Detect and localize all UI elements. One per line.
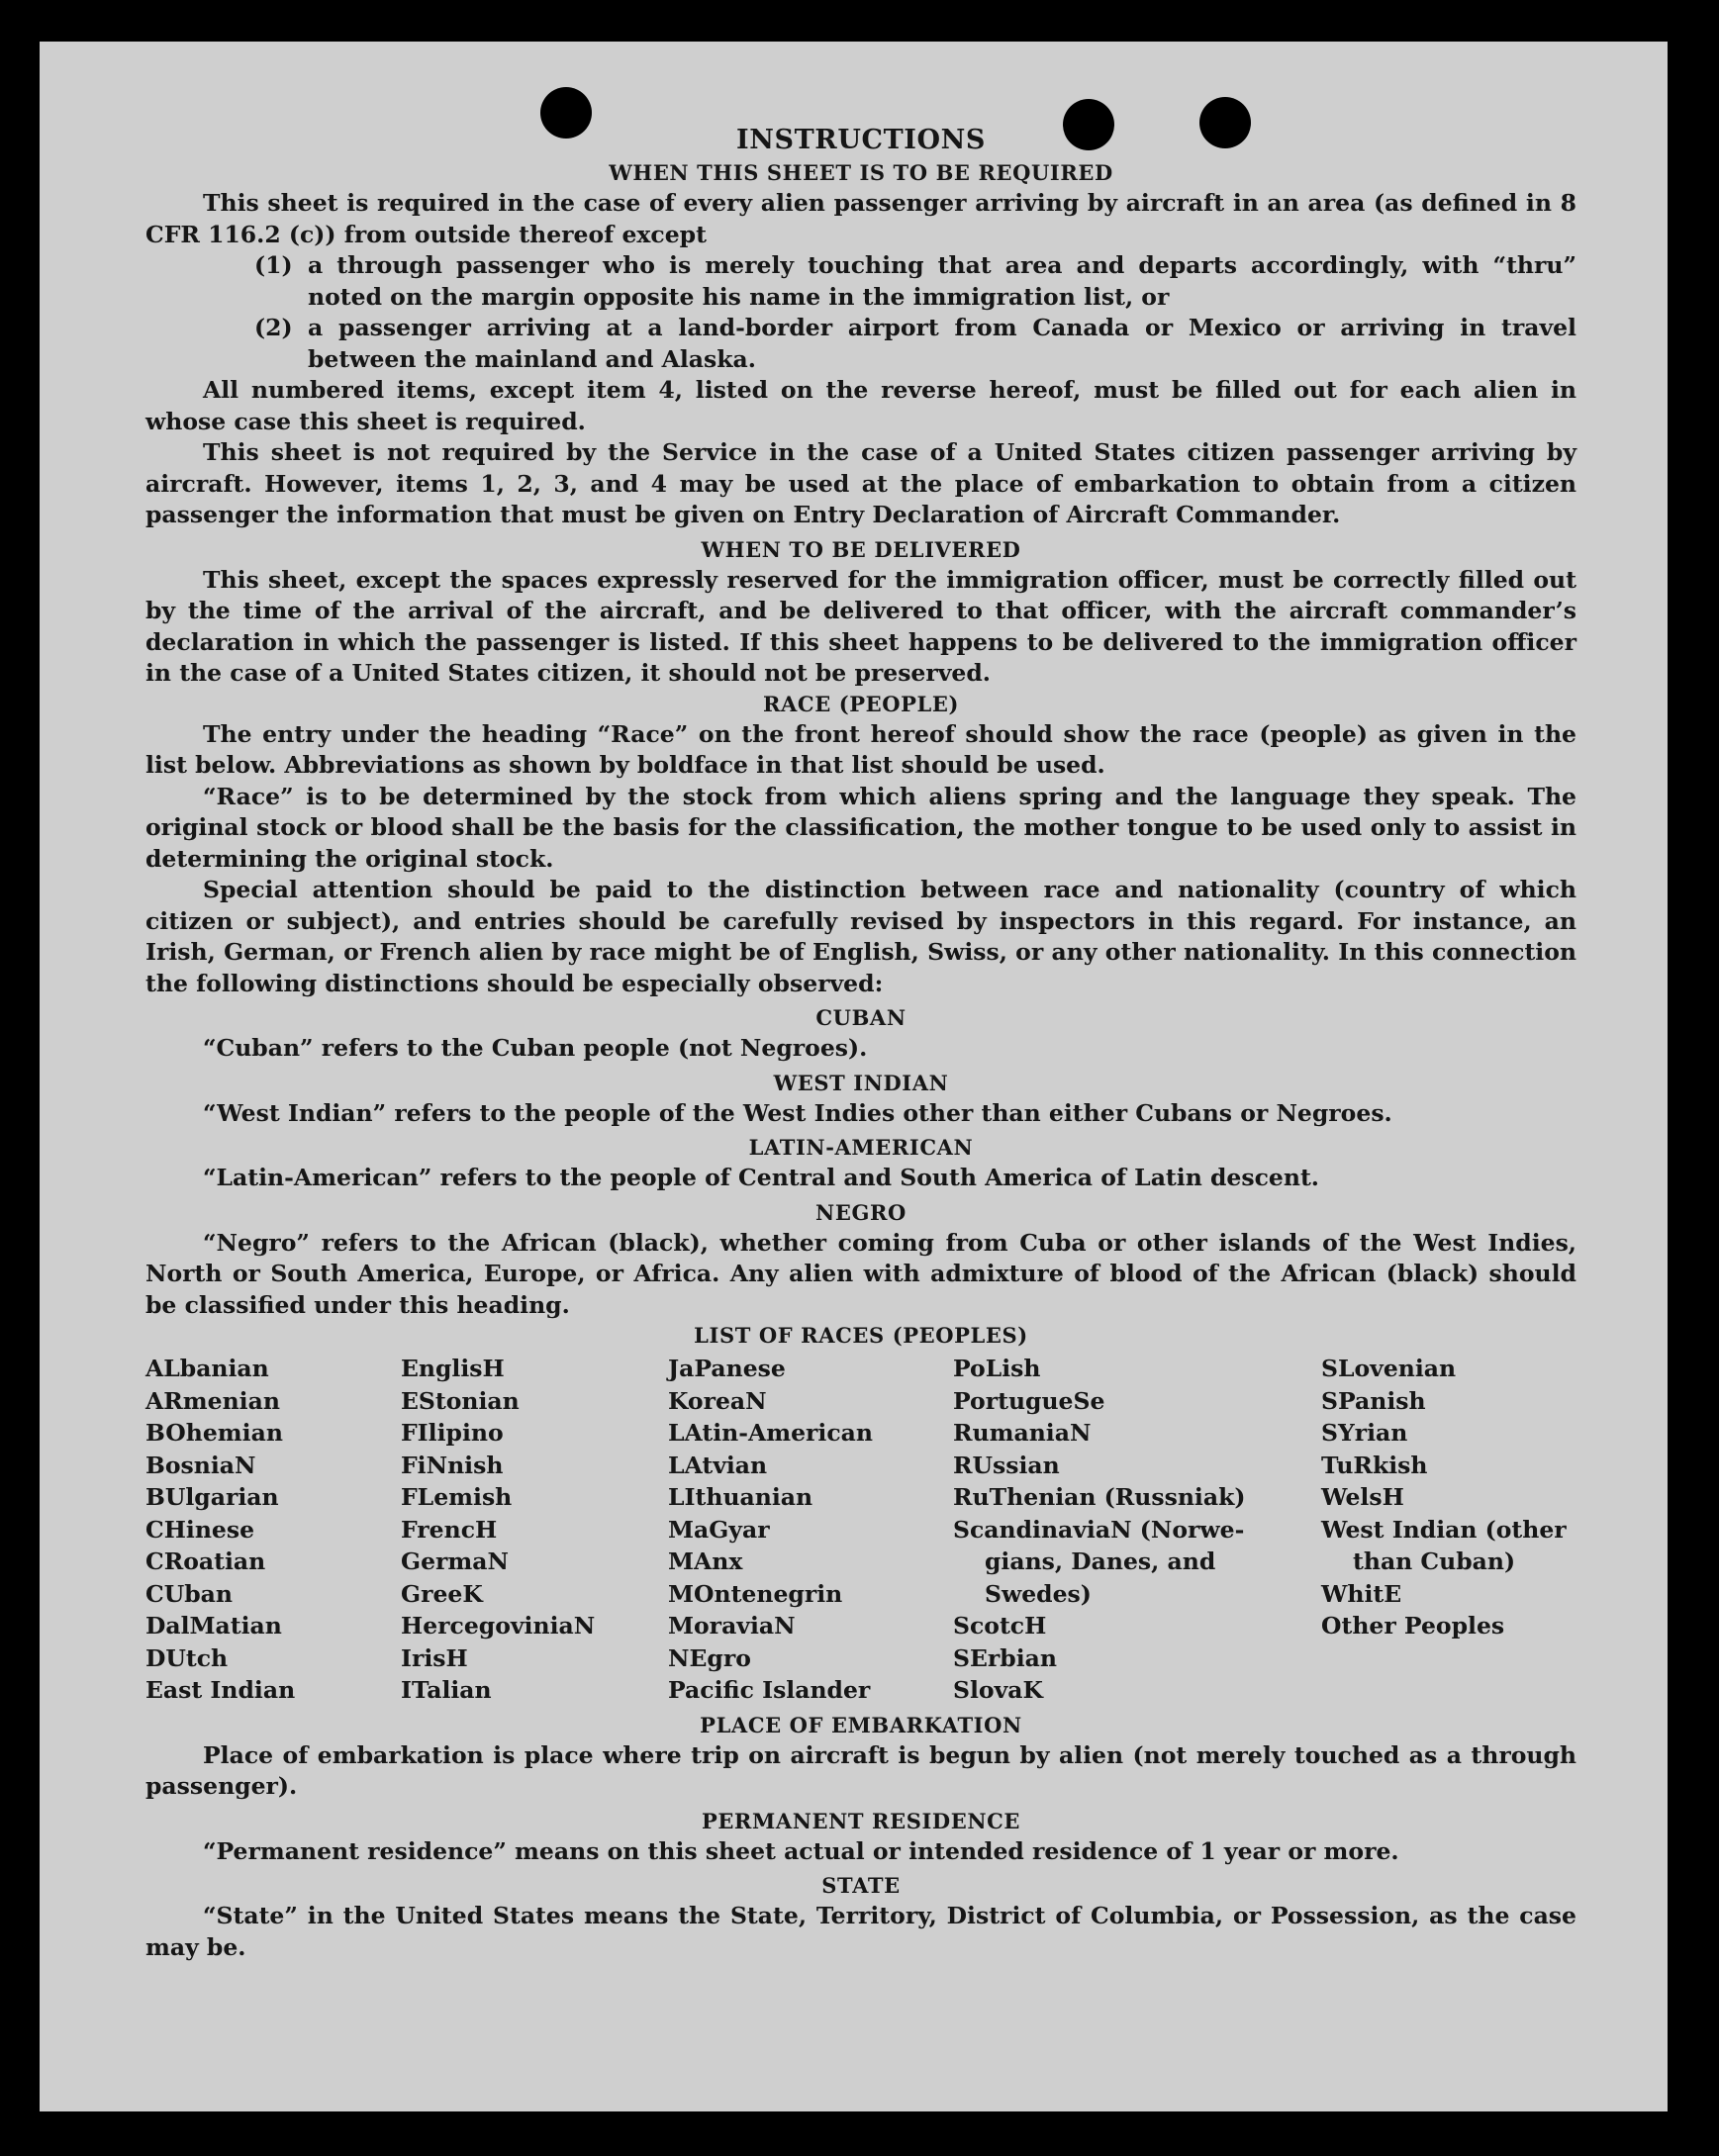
race-entry: WelsH — [1321, 1483, 1404, 1511]
races-list — [145, 1353, 1576, 1707]
race-entry: ScandinaviaN (Norwe- — [953, 1515, 1245, 1544]
when-delivered-heading: WHEN TO BE DELIVERED — [701, 536, 1021, 562]
races-column — [1321, 1353, 1576, 1707]
race-heading: RACE (PEOPLE) — [762, 691, 960, 716]
race-entry: East Indian — [145, 1676, 296, 1704]
race-entry: KoreaN — [668, 1386, 767, 1415]
when-delivered-text: This sheet, except the spaces expressly reserved for the immigration officer, must be correctly filled out by the time of the arrival of the aircraft, and be delivered to that officer, with the aircraft commander’s declaration in which the passenger is listed. If this sheet happens to be delivered to the immigration officer in the case of a United States citizen, it should not be preserved. — [145, 565, 1576, 687]
race-entry: GreeK — [401, 1579, 483, 1608]
exception-item — [254, 313, 1576, 375]
race-entry: ALbanian — [145, 1355, 269, 1382]
race-entry: BOhemian — [145, 1419, 283, 1447]
citizen-note: This sheet is not required by the Service in the case of a United States citizen passenger arriving by aircraft. However, items 1, 2, 3, and 4 may be used at the place of embarkation to obtain from a citizen passenger the information that must be given on Entry Declaration of Aircraft Commander. — [145, 438, 1576, 528]
race-entry: CRoatian — [145, 1547, 266, 1575]
race-entry: HercegoviniaN — [401, 1612, 596, 1640]
permanent-residence-heading: PERMANENT RESIDENCE — [701, 1808, 1021, 1833]
exception-text: a through passenger who is merely touching that area and departs accordingly, with “thru” noted on the margin opposite his name in the immigration list, or — [308, 251, 1576, 311]
race-entry: FiNnish — [401, 1451, 504, 1479]
race-entry: NEgro — [668, 1643, 751, 1672]
exception-text: a passenger arriving at a land-border airport from Canada or Mexico or arriving in travel between the mainland and Alaska. — [308, 314, 1576, 373]
race-entry: PoLish — [953, 1355, 1041, 1382]
race-entry: JaPanese — [668, 1355, 786, 1382]
numbered-items-note: All numbered items, except item 4, listed on the reverse hereof, must be filled out for each alien in whose case this sheet is required. — [145, 376, 1576, 435]
place-of-embarkation-heading: PLACE OF EMBARKATION — [700, 1712, 1022, 1737]
races-column — [668, 1353, 953, 1707]
race-entry: SPanish — [1321, 1386, 1426, 1415]
race-entry: CUban — [145, 1579, 233, 1608]
when-required-intro: This sheet is required in the case of every alien passenger arriving by aircraft in an area (as defined in 8 CFR 116.2 (c)) from outside thereof except — [145, 189, 1576, 248]
race-entry: RumaniaN — [953, 1419, 1092, 1447]
state-text: “State” in the United States means the State, Territory, District of Columbia, or Possession, as the case may be. — [145, 1902, 1576, 1961]
races-column — [953, 1353, 1321, 1707]
race-entry: SYrian — [1321, 1419, 1408, 1447]
definition-text: “West Indian” refers to the people of the West Indies other than either Cubans or Negroes. — [203, 1098, 1392, 1127]
race-entry: BosniaN — [145, 1451, 256, 1479]
race-entry: SlovaK — [953, 1676, 1043, 1704]
race-entry: FLemish — [401, 1483, 513, 1511]
race-entry: DUtch — [145, 1643, 229, 1672]
definition-heading: NEGRO — [815, 1199, 907, 1225]
state-heading: STATE — [821, 1873, 901, 1898]
race-entry: West Indian (other — [1321, 1515, 1567, 1544]
race-entry: TuRkish — [1321, 1451, 1428, 1479]
races-column — [145, 1353, 401, 1707]
place-of-embarkation-text: Place of embarkation is place where trip on aircraft is begun by alien (not merely touched as a through passenger). — [145, 1740, 1576, 1800]
permanent-residence-text: “Permanent residence” means on this sheet actual or intended residence of 1 year or more. — [203, 1836, 1399, 1865]
race-entry: IrisH — [401, 1643, 468, 1672]
instructions-body — [145, 123, 1576, 1963]
definition-text: “Latin-American” refers to the people of Central and South America of Latin descent. — [203, 1164, 1319, 1191]
race-entry: ScotcH — [953, 1612, 1047, 1640]
race-entry: MOntenegrin — [668, 1579, 843, 1608]
race-entry: RuThenian (Russniak) — [953, 1483, 1246, 1511]
definition-heading: CUBAN — [815, 1005, 907, 1030]
definition-text: “Cuban” refers to the Cuban people (not Negroes). — [203, 1034, 868, 1062]
race-entry-continuation: gians, Danes, and — [985, 1547, 1216, 1575]
race-entry: WhitE — [1321, 1579, 1402, 1608]
definition-heading: WEST INDIAN — [773, 1070, 949, 1095]
page-title: INSTRUCTIONS — [736, 125, 986, 155]
race-entry: EnglisH — [401, 1355, 505, 1382]
race-entry: Pacific Islander — [668, 1676, 871, 1704]
race-paragraph: The entry under the heading “Race” on the front hereof should show the race (people) as given in the list below. Abbreviations as shown by boldface in that list should be used. — [145, 719, 1576, 779]
exception-number: (2) — [254, 314, 293, 341]
race-entry: Other Peoples — [1321, 1612, 1505, 1640]
race-entry: EStonian — [401, 1386, 520, 1415]
races-list-heading: LIST OF RACES (PEOPLES) — [694, 1323, 1028, 1348]
race-entry: FrencH — [401, 1515, 498, 1544]
race-entry: ITalian — [401, 1676, 492, 1704]
definition-text: “Negro” refers to the African (black), whether coming from Cuba or other islands of the West Indies, North or South America, Europe, or Africa. Any alien with admixture of blood of the African (black) should be classified under this heading. — [145, 1228, 1576, 1319]
race-entry: LAtin-American — [668, 1419, 873, 1447]
race-entry: PortugueSe — [953, 1386, 1105, 1415]
race-entry: CHinese — [145, 1515, 255, 1544]
race-entry-continuation: Swedes) — [985, 1579, 1092, 1608]
race-entry: ARmenian — [145, 1386, 280, 1415]
race-entry: GermaN — [401, 1547, 509, 1575]
exception-item — [254, 250, 1576, 313]
exception-number: (1) — [254, 251, 293, 279]
race-entry: BUlgarian — [145, 1483, 279, 1511]
race-entry: RUssian — [953, 1451, 1060, 1479]
race-entry: MoraviaN — [668, 1612, 796, 1640]
races-column — [401, 1353, 668, 1707]
race-entry: LIthuanian — [668, 1483, 813, 1511]
race-paragraph: “Race” is to be determined by the stock from which aliens spring and the language they speak. The original stock or blood shall be the basis for the classification, the mother tongue to be used only to assist in determining the original stock. — [145, 782, 1576, 873]
race-entry: DalMatian — [145, 1612, 282, 1640]
race-entry: MaGyar — [668, 1515, 770, 1544]
race-entry: MAnx — [668, 1547, 743, 1575]
document-page — [40, 42, 1668, 2111]
race-entry: FIlipino — [401, 1419, 504, 1447]
race-entry: SErbian — [953, 1643, 1057, 1672]
race-entry-continuation: than Cuban) — [1353, 1547, 1516, 1575]
when-required-heading: WHEN THIS SHEET IS TO BE REQUIRED — [609, 160, 1113, 185]
race-paragraph: Special attention should be paid to the distinction between race and nationality (country of which citizen or subject), and entries should be carefully revised by inspectors in this regard. For instance, an Irish, German, or French alien by race might be of English, Swiss, or any other nationality. In this connection the following distinctions should be especially observed: — [145, 876, 1576, 997]
definition-heading: LATIN-AMERICAN — [748, 1135, 974, 1160]
race-entry: LAtvian — [668, 1451, 768, 1479]
race-entry: SLovenian — [1321, 1355, 1457, 1382]
